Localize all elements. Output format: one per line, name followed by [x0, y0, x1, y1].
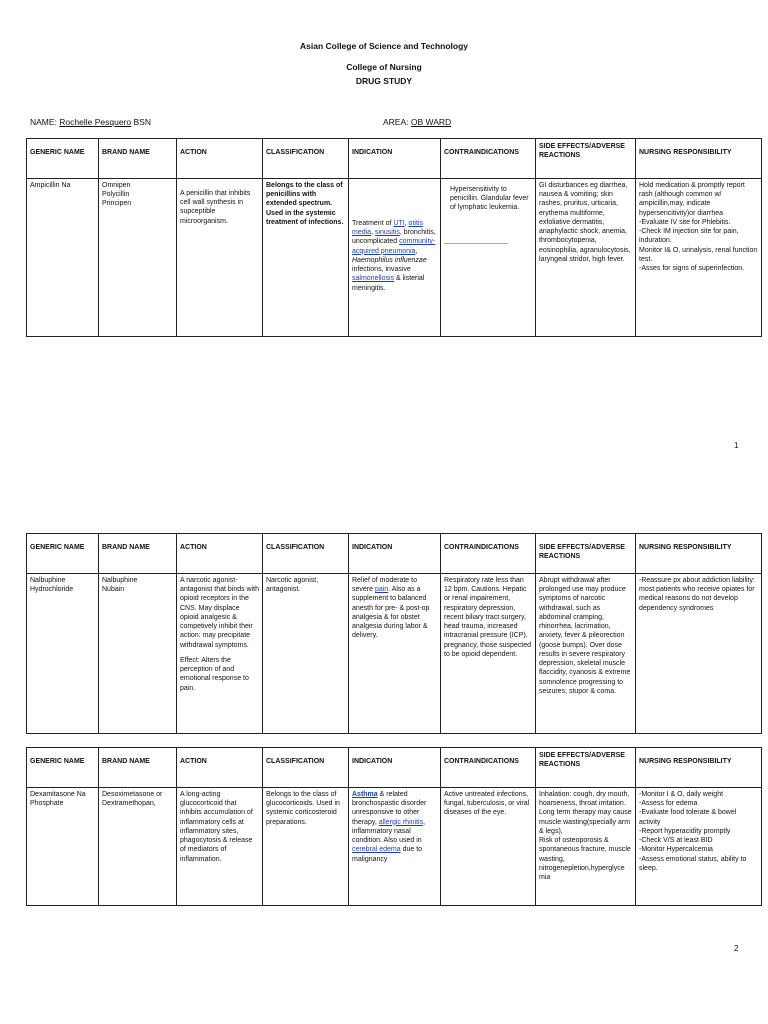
action-text: A penicillin that inhibits cell wall synthesis in supceptible microorganism. [180, 190, 251, 225]
indication-text-part: , inflammatory nasal condition. Also used in [352, 818, 426, 845]
indication-text-part: , [415, 247, 418, 255]
page-number: 1 [734, 441, 739, 450]
action-cell: A long-acting glucocorticoid that inhibits accumulation of inflammatory cells at inflammatory sites, phagocytosis & release of mediators of inflammation. [177, 788, 263, 906]
contraindications-cell: Respiratory rate less than 12 bpm. Cautions. Hepatic or renal impairement, respiratory depression, recent biliary tract surgery, head trauma, increased intracranial pressure (ICP), pregnancy, those suspected to be opioid dependent. [441, 574, 536, 734]
indication-link-salmonellosis[interactable]: salmonellosis [352, 275, 395, 283]
classification-cell: Belongs to the class of glucocorticoids. Used in systemic corticosteroid preparations. [263, 788, 349, 906]
col-brand-name: BRAND NAME [99, 139, 177, 179]
indication-text-part: due to malignancy [352, 846, 423, 863]
action-cell [177, 574, 263, 734]
indication-link-uti[interactable]: UTI [393, 220, 405, 227]
table-header-row [27, 534, 762, 574]
col-brand-name: BRAND NAME [99, 534, 177, 574]
document-title: DRUG STUDY [355, 76, 413, 86]
col-nursing-responsibility: NURSING RESPONSIBILITY [636, 139, 762, 179]
brand-name-cell: Omnipen Polycillin Principen [99, 179, 177, 337]
nursing-cell: -Monitor I & O, daily weight -Assess for edema -Evaluate food tolerate & bowel activity -Report hyperacidity promptly -Check V/S at least BID -Monitor Hypercalcemia -Assess emotional status, ability to sleep. [636, 788, 762, 906]
generic-name-cell: Nalbuphine Hydrochloride [27, 574, 99, 734]
col-action: ACTION [177, 534, 263, 574]
action-text: A narcotic agonist-antagonist that binds with opioid receptors in the CNS. May displace opioid analgesic & competively inhibit their action: may precipitate withdrawal symptoms. [180, 577, 259, 649]
col-generic-name: GENERIC NAME [27, 139, 99, 179]
table-row [27, 574, 762, 734]
name-label: NAME: [30, 117, 57, 127]
side-effects-cell: Abrupt withdrawal after prolonged use may produce symptoms of narcotic withdrawal, such as abdominal cramping, rhinorrhea, lacrimation, anxiety, fever & pileorection (goose bumps). Over dose results in severe respiratory depression, skeletal muscle flaccidity, cyanosis & extreme somnolence progressing to seizures, stupor & coma. [536, 574, 636, 734]
area-label: AREA: [383, 117, 409, 127]
col-contraindications: CONTRAINDICATIONS [441, 534, 536, 574]
indication-text-part: & related bronchospastic disorder unresponsive to other therapy, [352, 791, 427, 826]
table-row [27, 179, 762, 337]
generic-name-cell: Dexamitasone Na Phosphate [27, 788, 99, 906]
col-indication: INDICATION [349, 748, 441, 788]
side-effects-cell: GI disturbances eg diarrhea, nausea & vomiting; skin rashes, pruritus, urticaria, erythema multiforme, exfoliative dermatitis, anaphylactic shock, anemia, thrombocytopenia, eosinophilia, agranulocytosis, laryngeal stridor, high fever. [536, 179, 636, 337]
indication-text-part: Relief of moderate to severe [352, 577, 417, 594]
col-side-effects: SIDE EFFECTS/ADVERSE REACTIONS [536, 139, 636, 179]
col-brand-name: BRAND NAME [99, 748, 177, 788]
nursing-cell: Hold medication & promptly report rash (although common w/ ampicillin,may, indicate hypersencitivity)or diarrhea -Evaluate IV site for Phlebitis. -Check IM injection site for pain, induration. Monitor I& O, urinalysis, renal function test. -Asses for signs of superinfection. [636, 179, 762, 337]
nursing-cell: -Reassure px about addiction liability: most patients who receive opiates for medical reasons do not develop dependency syndromes [636, 574, 762, 734]
col-indication: INDICATION [349, 139, 441, 179]
indication-link-allergic-rhinitis[interactable]: allergic rhinitis [378, 818, 424, 826]
col-nursing-responsibility: NURSING RESPONSIBILITY [636, 748, 762, 788]
indication-text-part: . Also as a supplement to balanced anesth for pre- & post-op analgesia & for obstet analgesia during labor & delivery. [352, 586, 430, 640]
brand-name-cell: Nalbuphine Nubain [99, 574, 177, 734]
area-value: OB WARD [410, 117, 452, 127]
indication-text-part: Treatment of [352, 220, 394, 227]
col-classification: CLASSIFICATION [263, 534, 349, 574]
indication-link-cerebral-edema[interactable]: cerebral edema [352, 846, 401, 854]
divider [444, 243, 508, 244]
col-classification: CLASSIFICATION [263, 748, 349, 788]
indication-text-part: , bronchitis, uncomplicated [352, 229, 436, 246]
col-contraindications: CONTRAINDICATIONS [441, 139, 536, 179]
col-classification: CLASSIFICATION [263, 139, 349, 179]
table-row [27, 788, 762, 906]
col-nursing-responsibility: NURSING RESPONSIBILITY [636, 534, 762, 574]
classification-cell: Belongs to the class of penicillins with extended spectrum. Used in the systemic treatment of infections. [263, 179, 349, 337]
col-indication: INDICATION [349, 534, 441, 574]
name-value: Rochelle Pesquero [59, 117, 132, 127]
col-action: ACTION [177, 748, 263, 788]
college-name: College of Nursing [346, 62, 422, 72]
table-header-row [27, 748, 762, 788]
school-name: Asian College of Science and Technology [300, 41, 468, 51]
indication-text-part: infections, invasive [352, 266, 411, 274]
table-header-row [27, 139, 762, 179]
drug-table-1 [26, 138, 762, 337]
student-name-line [30, 117, 151, 127]
drug-table-2 [26, 533, 762, 734]
side-effects-cell: Inhalation: cough, dry mouth, hoarseness, throat irritation. Long term therapy may cause muscle wasting(specially arm & legs), Risk of osteoporosis & spontaneous fracture, muscle wasting, nitrogenepletion,hyperglyce mia [536, 788, 636, 906]
indication-cell [349, 574, 441, 734]
name-suffix: BSN [133, 117, 151, 127]
col-side-effects: SIDE EFFECTS/ADVERSE REACTIONS [536, 748, 636, 788]
col-generic-name: GENERIC NAME [27, 534, 99, 574]
col-generic-name: GENERIC NAME [27, 748, 99, 788]
contraindications-cell: Active untreated infections, fungal, tuberculosis, or viral diseases of the eye. [441, 788, 536, 906]
indication-link-pneumonia[interactable]: community-acquired pneumonia [352, 238, 436, 255]
drug-table-3 [26, 747, 762, 906]
action-cell [177, 179, 263, 337]
indication-link-pain[interactable]: pain [374, 586, 389, 594]
col-action: ACTION [177, 139, 263, 179]
classification-cell: Narcotic agonist, antagonist. [263, 574, 349, 734]
indication-text-part: & listerial meningitis. [352, 275, 425, 292]
area-line [383, 117, 451, 127]
page-number: 2 [734, 944, 739, 953]
indication-cell [349, 788, 441, 906]
indication-link-asthma[interactable]: Asthma [352, 791, 378, 798]
indication-italic-organism: Haemophilus influenzae [352, 256, 427, 264]
indication-text [352, 219, 437, 293]
action-effect-text: Effect: Alters the perception of and emotional response to pain. [180, 656, 249, 692]
contraindications-text: Hypersensitivity to penicillin. Glandular fever of lymphatic leukemia. [450, 186, 529, 212]
brand-name-cell: Desoximetasone or Dextramethopan, [99, 788, 177, 906]
indication-link-sinusitis[interactable]: sinusitis [374, 229, 400, 237]
indication-text-part: , [404, 220, 409, 227]
contraindications-cell [441, 179, 536, 337]
col-contraindications: CONTRAINDICATIONS [441, 748, 536, 788]
col-side-effects: SIDE EFFECTS/ADVERSE REACTIONS [536, 534, 636, 574]
indication-cell [349, 179, 441, 337]
indication-text-part: , [371, 229, 375, 237]
indication-link-otitis-media[interactable]: otitis media [352, 220, 423, 237]
generic-name-cell: Ampicillin Na [27, 179, 99, 337]
